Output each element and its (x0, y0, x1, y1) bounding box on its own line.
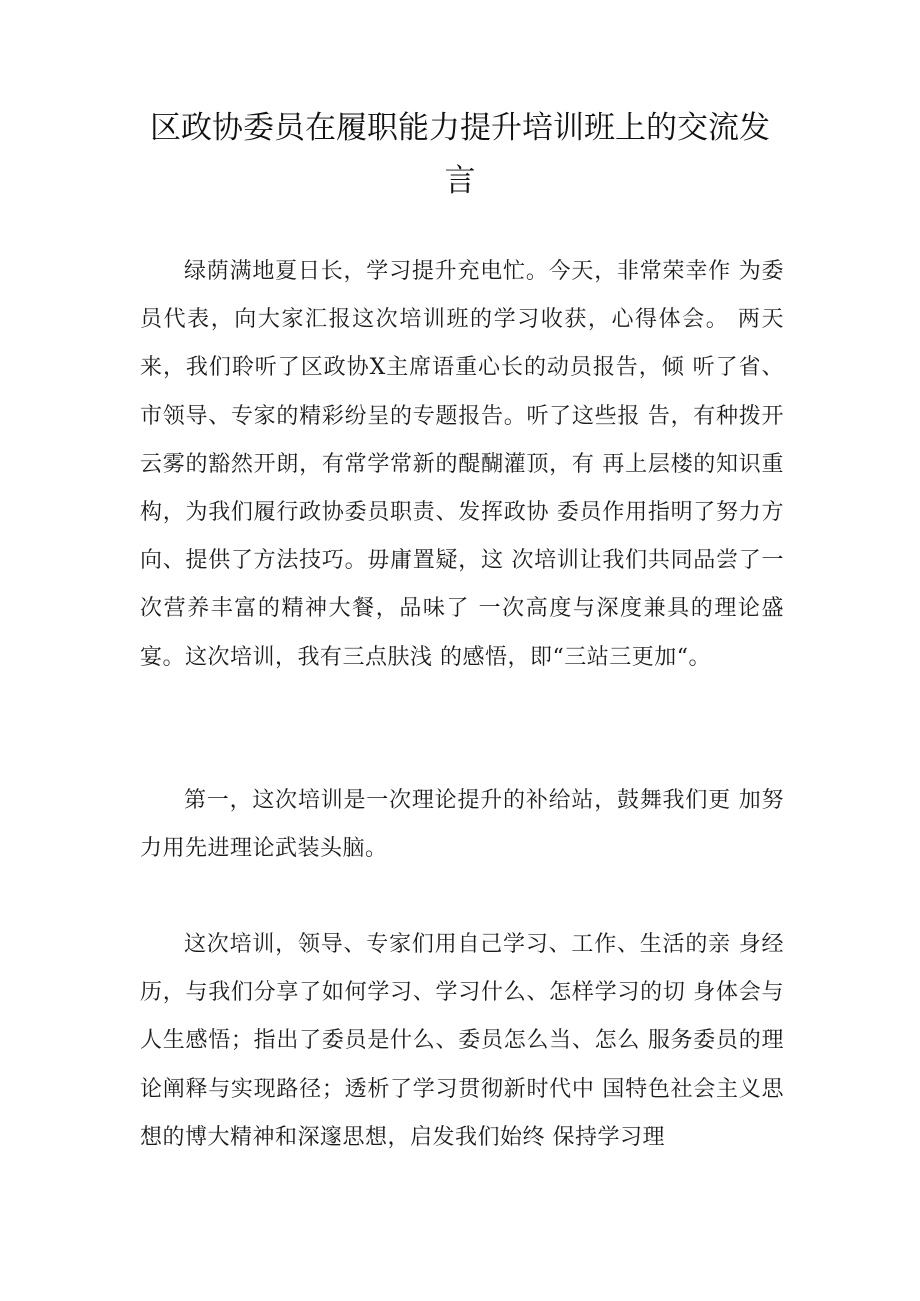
document-title: 区政协委员在履职能力提升培训班上的交流发言 (150, 110, 770, 199)
paragraph-point-one: 第一，这次培训是一次理论提升的补给站，鼓舞我们更 加努力用先进理论武装头脑。 (140, 788, 784, 862)
paragraph-intro: 绿荫满地夏日长，学习提升充电忙。今天，非常荣幸作 为委员代表，向大家汇报这次培训班的学习收获，心得体会。 两天来，我们聆听了区政协X主席语重心长的动员报告，倾 听了省、市领导、专家的精彩纷呈的专题报告。听了这些报 告，有种拨开云雾的豁然开朗，有常学常新的醍醐灌顶，有 再上层楼的知识重构，为我们履行政协委员职责、发挥政协 委员作用指明了努力方向、提供了方法技巧。毋庸置疑，这 次培训让我们共同品尝了一次营养丰富的精神大餐，品味了 一次高度与深度兼具的理论盛宴。这次培训，我有三点肤浅 的感悟，即“三站三更加“。 (140, 259, 784, 670)
paragraph-point-one-detail: 这次培训，领导、专家们用自己学习、工作、生活的亲 身经历，与我们分享了如何学习、学习什么、怎样学习的切 身体会与人生感悟；指出了委员是什么、委员怎么当、怎么 服务委员的理论阐释与实现路径；透析了学习贯彻新时代中 国特色社会主义思想的博大精神和深邃思想，启发我们始终 保持学习理 (140, 932, 784, 1150)
